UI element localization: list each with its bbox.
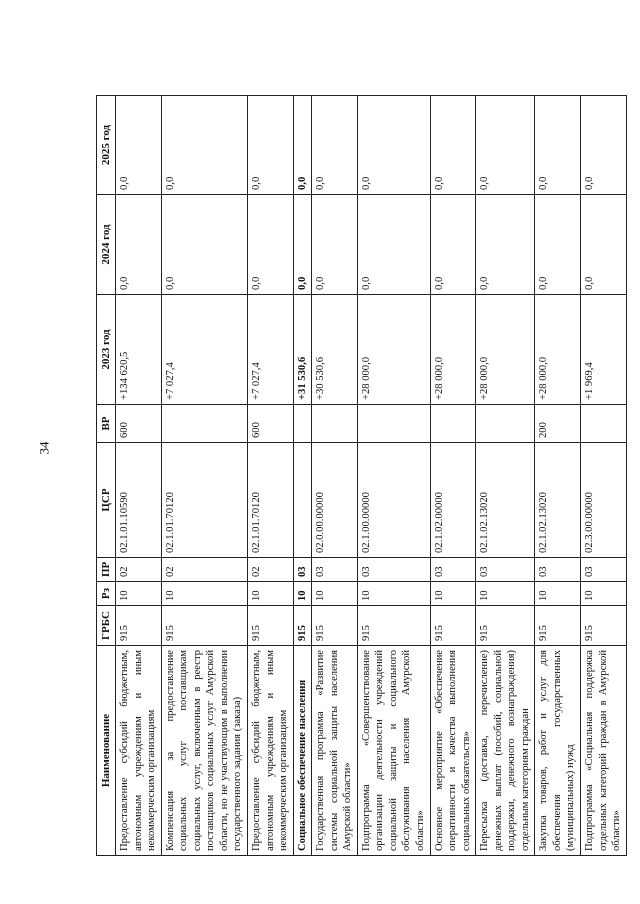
cell-name: Предоставление субсидий бюджетным, автономным учреждениям и иным некоммерческим организациям xyxy=(116,646,162,856)
cell-rz: 10 xyxy=(312,582,358,606)
cell-grbs: 915 xyxy=(248,606,294,646)
cell-2023: +7 027,4 xyxy=(161,295,247,405)
cell-grbs: 915 xyxy=(430,606,476,646)
cell-name: Основное мероприятие «Обеспечение оперативности и качества выполнения социальных обязательств» xyxy=(430,646,476,856)
cell-2024: 0,0 xyxy=(312,195,358,295)
cell-csr: 02.1.01.70120 xyxy=(248,443,294,558)
cell-rz: 10 xyxy=(581,582,627,606)
cell-2024: 0,0 xyxy=(476,195,535,295)
cell-name: Социальное обеспечение населения xyxy=(293,646,312,856)
cell-2025: 0,0 xyxy=(161,96,247,195)
cell-grbs: 915 xyxy=(293,606,312,646)
cell-vr xyxy=(430,405,476,443)
cell-pr: 02 xyxy=(248,558,294,582)
cell-grbs: 915 xyxy=(535,606,581,646)
table-row xyxy=(293,96,312,856)
cell-csr: 02.3.00.00000 xyxy=(581,443,627,558)
cell-grbs: 915 xyxy=(116,606,162,646)
header-2024: 2024 год xyxy=(97,195,116,295)
header-rz: Рз xyxy=(97,582,116,606)
table-row xyxy=(312,96,358,856)
cell-2023: +28 000,0 xyxy=(430,295,476,405)
cell-2025: 0,0 xyxy=(248,96,294,195)
cell-vr xyxy=(476,405,535,443)
cell-name: Закупка товаров, работ и услуг для обеспечения государственных (муниципальных) нужд xyxy=(535,646,581,856)
cell-name: Государственная программа «Развитие системы социальной защиты населения Амурской области» xyxy=(312,646,358,856)
cell-grbs: 915 xyxy=(357,606,430,646)
cell-grbs: 915 xyxy=(161,606,247,646)
cell-grbs: 915 xyxy=(312,606,358,646)
cell-pr: 03 xyxy=(357,558,430,582)
cell-2023: +7 027,4 xyxy=(248,295,294,405)
cell-csr: 02.1.02.13020 xyxy=(535,443,581,558)
header-vr: ВР xyxy=(97,405,116,443)
cell-name: Пересылка (доставка, перечисление) денежных выплат (пособий, социальной поддержки, денежного вознаграждения) отдельным категориям граждан xyxy=(476,646,535,856)
cell-2025: 0,0 xyxy=(535,96,581,195)
header-csr: ЦСР xyxy=(97,443,116,558)
cell-2023: +31 530,6 xyxy=(293,295,312,405)
cell-2023: +28 000,0 xyxy=(535,295,581,405)
cell-csr: 02.1.01.10590 xyxy=(116,443,162,558)
cell-name: Предоставление субсидий бюджетным, автономным учреждениям и иным некоммерческим организациям xyxy=(248,646,294,856)
table-row xyxy=(535,96,581,856)
cell-2024: 0,0 xyxy=(535,195,581,295)
cell-2025: 0,0 xyxy=(116,96,162,195)
table-row xyxy=(581,96,627,856)
table-row xyxy=(116,96,162,856)
table-row xyxy=(161,96,247,856)
cell-2024: 0,0 xyxy=(357,195,430,295)
cell-name: Подпрограмма «Совершенствование организации деятельности учреждений социальной защиты и социального обслуживания населения Амурской области» xyxy=(357,646,430,856)
cell-csr: 02.1.00.00000 xyxy=(357,443,430,558)
table-row xyxy=(357,96,430,856)
cell-rz: 10 xyxy=(116,582,162,606)
cell-pr: 02 xyxy=(116,558,162,582)
header-row xyxy=(97,96,116,856)
cell-2024: 0,0 xyxy=(248,195,294,295)
cell-grbs: 915 xyxy=(476,606,535,646)
cell-vr xyxy=(581,405,627,443)
cell-pr: 02 xyxy=(161,558,247,582)
cell-vr xyxy=(312,405,358,443)
cell-rz: 10 xyxy=(161,582,247,606)
cell-vr xyxy=(161,405,247,443)
cell-pr: 03 xyxy=(581,558,627,582)
table-body xyxy=(116,96,627,856)
cell-2023: +1 969,4 xyxy=(581,295,627,405)
cell-pr: 03 xyxy=(535,558,581,582)
cell-vr: 200 xyxy=(535,405,581,443)
cell-2025: 0,0 xyxy=(476,96,535,195)
budget-table-rotated xyxy=(96,96,623,856)
header-name: Наименование xyxy=(97,646,116,856)
cell-csr xyxy=(293,443,312,558)
budget-table xyxy=(96,95,627,856)
cell-grbs: 915 xyxy=(581,606,627,646)
cell-pr: 03 xyxy=(293,558,312,582)
cell-rz: 10 xyxy=(430,582,476,606)
cell-2024: 0,0 xyxy=(116,195,162,295)
cell-rz: 10 xyxy=(476,582,535,606)
cell-rz: 10 xyxy=(535,582,581,606)
cell-2024: 0,0 xyxy=(161,195,247,295)
cell-2025: 0,0 xyxy=(581,96,627,195)
cell-rz: 10 xyxy=(357,582,430,606)
cell-2025: 0,0 xyxy=(293,96,312,195)
cell-vr xyxy=(357,405,430,443)
cell-2025: 0,0 xyxy=(430,96,476,195)
cell-2024: 0,0 xyxy=(293,195,312,295)
cell-rz: 10 xyxy=(293,582,312,606)
cell-rz: 10 xyxy=(248,582,294,606)
cell-pr: 03 xyxy=(430,558,476,582)
table-row xyxy=(476,96,535,856)
cell-name: Компенсация за предоставление социальных услуг поставщикам социальных услуг, включенным в реестр поставщиков социальных услуг Амурской области, но не участвующим в выполнении государственного задания (заказа) xyxy=(161,646,247,856)
cell-2024: 0,0 xyxy=(430,195,476,295)
cell-csr: 02.0.00.00000 xyxy=(312,443,358,558)
header-2023: 2023 год xyxy=(97,295,116,405)
table-row xyxy=(248,96,294,856)
cell-csr: 02.1.02.13020 xyxy=(476,443,535,558)
cell-vr: 600 xyxy=(116,405,162,443)
cell-vr xyxy=(293,405,312,443)
cell-csr: 02.1.01.70120 xyxy=(161,443,247,558)
header-pr: ПР xyxy=(97,558,116,582)
cell-2024: 0,0 xyxy=(581,195,627,295)
page-number: 34 xyxy=(36,441,52,455)
header-2025: 2025 год xyxy=(97,96,116,195)
cell-2025: 0,0 xyxy=(357,96,430,195)
cell-csr: 02.1.02.00000 xyxy=(430,443,476,558)
cell-2023: +134 620,5 xyxy=(116,295,162,405)
cell-name: Подпрограмма «Социальная поддержка отдельных категорий граждан в Амурской области» xyxy=(581,646,627,856)
cell-2023: +28 000,0 xyxy=(357,295,430,405)
cell-2023: +28 000,0 xyxy=(476,295,535,405)
cell-pr: 03 xyxy=(312,558,358,582)
cell-vr: 600 xyxy=(248,405,294,443)
cell-2025: 0,0 xyxy=(312,96,358,195)
table-row xyxy=(430,96,476,856)
header-grbs: ГРБС xyxy=(97,606,116,646)
cell-2023: +30 530,6 xyxy=(312,295,358,405)
cell-pr: 03 xyxy=(476,558,535,582)
